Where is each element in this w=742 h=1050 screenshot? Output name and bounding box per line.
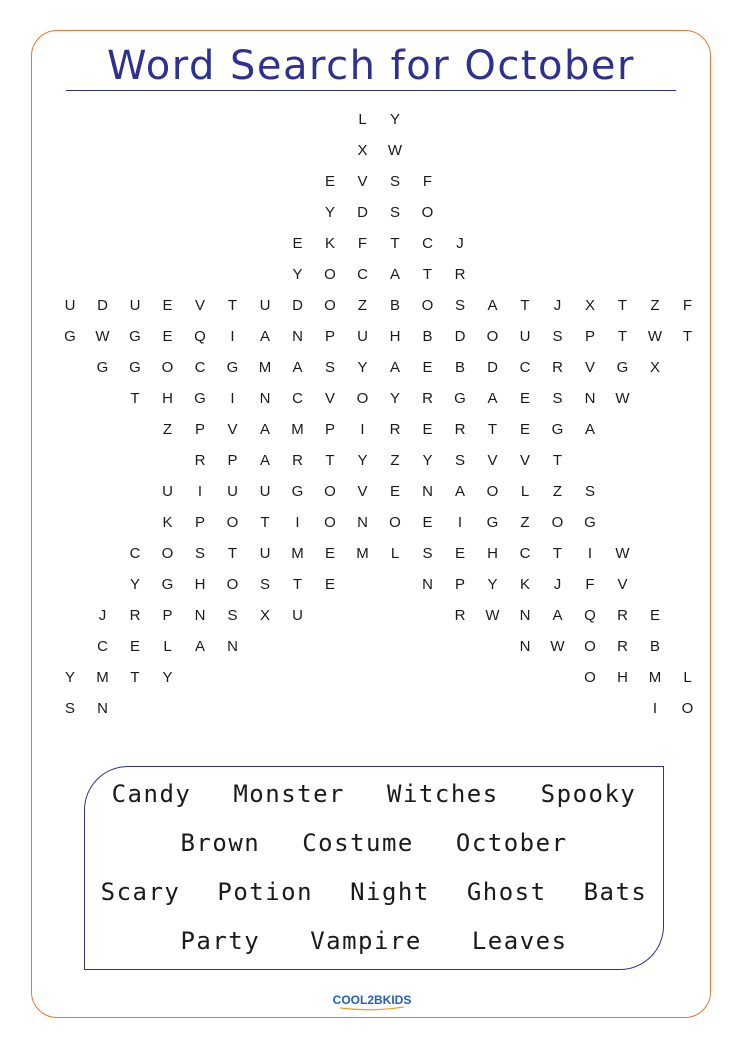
grid-letter: A xyxy=(292,359,303,376)
grid-letter: I xyxy=(230,390,235,407)
grid-letter: Y xyxy=(389,111,400,128)
grid-letter: Y xyxy=(422,452,433,469)
grid-letter: T xyxy=(520,297,530,314)
grid-letter: P xyxy=(454,576,465,593)
grid-letter: Y xyxy=(162,669,173,686)
logo-icon xyxy=(320,990,424,1012)
grid-letter: W xyxy=(485,607,500,624)
grid-letter: M xyxy=(291,545,304,562)
grid-letter: F xyxy=(585,576,595,593)
grid-letter: P xyxy=(162,607,173,624)
word-list-item: Costume xyxy=(302,829,414,857)
grid-letter: Z xyxy=(650,297,660,314)
grid-letter: I xyxy=(360,421,365,438)
word-list-item: October xyxy=(455,829,568,857)
grid-letter: G xyxy=(96,359,109,376)
grid-letter: T xyxy=(682,328,693,345)
grid-letter: C xyxy=(129,545,141,562)
grid-letter: N xyxy=(194,607,206,624)
grid-letter: A xyxy=(584,421,595,438)
grid-letter: D xyxy=(97,297,108,314)
grid-letter: V xyxy=(519,452,530,469)
grid-letter: A xyxy=(389,266,400,283)
grid-letter: P xyxy=(584,328,595,345)
grid-letter: W xyxy=(615,390,630,407)
grid-letter: O xyxy=(486,328,499,345)
word-list-row xyxy=(84,923,664,959)
grid-letter: G xyxy=(551,421,564,438)
grid-letter: T xyxy=(227,297,238,314)
grid-letter: D xyxy=(487,359,498,376)
grid-letter: O xyxy=(584,669,596,686)
grid-letter: I xyxy=(230,328,235,345)
grid-letter: N xyxy=(357,514,368,531)
grid-letter: N xyxy=(422,576,433,593)
grid-letter: G xyxy=(454,390,466,407)
word-list-item: Scary xyxy=(100,878,181,906)
grid-letter: C xyxy=(194,359,206,376)
grid-letter: S xyxy=(64,700,75,717)
grid-letter: T xyxy=(617,328,628,345)
grid-letter: O xyxy=(226,514,239,531)
grid-letter: C xyxy=(357,266,368,283)
grid-letter: S xyxy=(422,545,433,562)
grid-letter: E xyxy=(162,297,173,314)
grid-letter: R xyxy=(422,390,433,407)
grid-letter: O xyxy=(161,359,174,376)
grid-letter: U xyxy=(357,328,368,345)
grid-letter: T xyxy=(325,452,335,469)
word-list-item: Bats xyxy=(583,878,648,906)
grid-letter: A xyxy=(389,359,400,376)
grid-letter: X xyxy=(357,142,368,159)
grid-letter: G xyxy=(161,576,174,593)
grid-letter: B xyxy=(649,638,660,655)
grid-letter: H xyxy=(389,328,401,345)
grid-letter: T xyxy=(552,545,563,562)
grid-letter: E xyxy=(454,545,465,562)
grid-letter: Y xyxy=(64,669,75,686)
grid-letter: E xyxy=(162,328,173,345)
grid-letter: E xyxy=(129,638,140,655)
grid-letter: A xyxy=(552,607,563,624)
grid-letter: U xyxy=(129,297,141,314)
grid-letter: K xyxy=(162,514,173,531)
grid-letter: T xyxy=(390,235,400,252)
grid-letter: H xyxy=(487,545,498,562)
grid-letter: A xyxy=(454,483,465,500)
grid-letter: I xyxy=(652,700,658,717)
grid-letter: Y xyxy=(389,390,400,407)
grid-letter: R xyxy=(454,607,466,624)
grid-letter: F xyxy=(682,297,693,314)
grid-letter: X xyxy=(649,359,660,376)
grid-letter: S xyxy=(454,297,465,314)
grid-letter: U xyxy=(519,328,531,345)
grid-letter: V xyxy=(194,297,205,314)
grid-letter: U xyxy=(259,483,271,500)
grid-letter: R xyxy=(552,359,563,376)
grid-letter: T xyxy=(292,576,303,593)
grid-letter: I xyxy=(457,514,463,531)
grid-letter: L xyxy=(163,638,172,655)
grid-letter: S xyxy=(552,390,563,407)
grid-letter: Z xyxy=(357,297,368,314)
grid-letter: O xyxy=(551,514,564,531)
grid-letter: A xyxy=(487,297,498,314)
grid-letter: T xyxy=(552,452,563,469)
grid-letter: Z xyxy=(552,483,563,500)
grid-letter: G xyxy=(64,328,76,345)
grid-letter: B xyxy=(389,297,400,314)
grid-letter: V xyxy=(487,452,498,469)
grid-letter: G xyxy=(486,514,499,531)
cool2bkids-logo xyxy=(320,990,424,1012)
grid-letter: L xyxy=(358,111,367,128)
grid-letter: Y xyxy=(292,266,303,283)
grid-letter: E xyxy=(519,390,530,407)
grid-letter: R xyxy=(617,607,628,624)
grid-letter: Y xyxy=(129,576,140,593)
grid-letter: A xyxy=(487,390,498,407)
grid-letter: U xyxy=(259,545,271,562)
grid-letter: A xyxy=(259,421,270,438)
grid-letter: C xyxy=(519,359,531,376)
word-list-item: Candy xyxy=(111,780,192,808)
grid-letter: S xyxy=(259,576,270,593)
grid-letter: M xyxy=(96,669,109,686)
grid-letter: T xyxy=(260,514,270,531)
grid-letter: Y xyxy=(357,452,368,469)
word-list-item: Leaves xyxy=(471,927,568,955)
grid-letter: O xyxy=(324,297,336,314)
grid-letter: Y xyxy=(324,204,335,221)
grid-letter: R xyxy=(389,421,401,438)
grid-letter: Q xyxy=(194,328,206,345)
grid-letter: O xyxy=(486,483,499,500)
grid-letter: N xyxy=(97,700,108,717)
grid-letter: L xyxy=(390,545,400,562)
grid-letter: T xyxy=(487,421,498,438)
grid-letter: V xyxy=(584,359,595,376)
grid-letter: W xyxy=(647,328,663,345)
grid-letter: E xyxy=(292,235,303,252)
grid-letter: P xyxy=(194,514,205,531)
grid-letter: N xyxy=(227,638,238,655)
grid-letter: U xyxy=(292,607,303,624)
grid-letter: S xyxy=(389,204,400,221)
grid-letter: G xyxy=(226,359,239,376)
grid-letter: W xyxy=(387,142,403,159)
grid-letter: V xyxy=(357,483,368,500)
grid-letter: H xyxy=(617,669,628,686)
grid-letter: Z xyxy=(162,421,173,438)
grid-letter: L xyxy=(520,483,530,500)
grid-letter: O xyxy=(356,390,369,407)
grid-letter: O xyxy=(161,545,174,562)
grid-letter: O xyxy=(584,638,596,655)
grid-letter: V xyxy=(357,173,368,190)
grid-letter: V xyxy=(324,390,335,407)
grid-letter: C xyxy=(519,545,531,562)
grid-letter: G xyxy=(291,483,304,500)
grid-letter: P xyxy=(227,452,238,469)
grid-letter: R xyxy=(194,452,206,469)
grid-letter: D xyxy=(454,328,466,345)
grid-letter: R xyxy=(129,607,141,624)
grid-letter: R xyxy=(292,452,303,469)
grid-letter: K xyxy=(519,576,530,593)
grid-letter: Y xyxy=(487,576,498,593)
grid-letter: U xyxy=(162,483,173,500)
grid-letter: R xyxy=(454,266,466,283)
grid-letter: E xyxy=(422,359,433,376)
grid-letter: S xyxy=(584,483,595,500)
grid-letter: T xyxy=(422,266,433,283)
grid-letter: M xyxy=(648,669,662,686)
word-list-item: Brown xyxy=(180,829,261,857)
grid-letter: K xyxy=(324,235,335,252)
grid-letter: S xyxy=(324,359,335,376)
grid-letter: J xyxy=(553,576,562,593)
word-list-item: Vampire xyxy=(310,927,422,955)
grid-letter: S xyxy=(454,452,465,469)
grid-letter: C xyxy=(292,390,303,407)
grid-letter: E xyxy=(422,514,433,531)
grid-letter: F xyxy=(422,173,433,190)
grid-letter: E xyxy=(324,173,335,190)
grid-letter: E xyxy=(649,607,660,624)
grid-letter: X xyxy=(259,607,270,624)
grid-letter: V xyxy=(617,576,628,593)
grid-letter: L xyxy=(683,669,692,686)
grid-letter: B xyxy=(454,359,465,376)
grid-letter: G xyxy=(129,359,141,376)
grid-letter: C xyxy=(97,638,108,655)
grid-letter: E xyxy=(324,545,335,562)
grid-letter: T xyxy=(130,669,140,686)
grid-letter: N xyxy=(292,328,303,345)
grid-letter: S xyxy=(552,328,563,345)
word-list-row xyxy=(84,825,664,861)
grid-letter: X xyxy=(584,297,595,314)
grid-letter: J xyxy=(98,607,107,624)
grid-letter: O xyxy=(324,483,336,500)
grid-letter: W xyxy=(95,328,110,345)
word-list-item: Party xyxy=(180,927,261,955)
grid-letter: U xyxy=(227,483,238,500)
svg-text:COOL2BKIDS: COOL2BKIDS xyxy=(332,993,412,1007)
word-list-item: Night xyxy=(350,878,430,906)
grid-letter: O xyxy=(681,700,694,717)
word-list-item: Potion xyxy=(217,878,314,906)
grid-letter: B xyxy=(422,328,433,345)
grid-letter: N xyxy=(519,607,531,624)
grid-letter: S xyxy=(389,173,400,190)
grid-letter: O xyxy=(421,204,434,221)
grid-letter: A xyxy=(259,452,270,469)
grid-letter: R xyxy=(617,638,628,655)
grid-letter: R xyxy=(454,421,466,438)
grid-letter: H xyxy=(162,390,173,407)
grid-letter: D xyxy=(292,297,303,314)
grid-letter: N xyxy=(259,390,271,407)
grid-letter: H xyxy=(194,576,206,593)
word-list-item: Witches xyxy=(387,780,499,808)
grid-letter: P xyxy=(324,421,335,438)
grid-letter: T xyxy=(227,545,238,562)
grid-letter: W xyxy=(550,638,565,655)
grid-letter: P xyxy=(194,421,205,438)
grid-letter: G xyxy=(194,390,206,407)
grid-letter: F xyxy=(357,235,368,252)
grid-letter: O xyxy=(389,514,401,531)
grid-letter: J xyxy=(553,297,562,314)
grid-letter: J xyxy=(456,235,464,252)
grid-letter: T xyxy=(130,390,140,407)
grid-letter: G xyxy=(129,328,141,345)
grid-letter: I xyxy=(295,514,300,531)
grid-letter: C xyxy=(422,235,433,252)
word-list-item: Spooky xyxy=(540,780,637,808)
grid-letter: N xyxy=(519,638,531,655)
grid-letter: I xyxy=(587,545,593,562)
grid-letter: U xyxy=(259,297,271,314)
grid-letter: V xyxy=(227,421,238,438)
grid-letter: Y xyxy=(357,359,368,376)
grid-letter: W xyxy=(615,545,630,562)
word-list-item: Ghost xyxy=(466,878,547,906)
grid-letter: D xyxy=(357,204,368,221)
word-list-row xyxy=(84,874,664,910)
grid-letter: N xyxy=(422,483,433,500)
grid-letter: E xyxy=(324,576,335,593)
grid-letter: O xyxy=(421,297,434,314)
grid-letter: G xyxy=(616,359,629,376)
grid-letter: T xyxy=(617,297,628,314)
grid-letter: M xyxy=(258,359,272,376)
grid-letter: Z xyxy=(390,452,400,469)
grid-letter: E xyxy=(389,483,400,500)
grid-letter: O xyxy=(324,514,336,531)
grid-letter: P xyxy=(324,328,335,345)
grid-letter: Z xyxy=(520,514,530,531)
grid-letter: A xyxy=(194,638,205,655)
page-title: Word Search for October xyxy=(107,43,635,89)
grid-letter: O xyxy=(226,576,239,593)
word-list-item: Monster xyxy=(233,780,346,808)
grid-letter: I xyxy=(197,483,203,500)
grid-letter: O xyxy=(324,266,336,283)
grid-letter: N xyxy=(584,390,596,407)
grid-letter: Q xyxy=(584,607,596,624)
word-list-row xyxy=(84,776,664,812)
grid-letter: U xyxy=(64,297,76,314)
grid-letter: E xyxy=(519,421,530,438)
grid-letter: S xyxy=(227,607,238,624)
grid-letter: S xyxy=(194,545,205,562)
grid-letter: E xyxy=(422,421,433,438)
grid-letter: G xyxy=(584,514,596,531)
grid-letter: M xyxy=(356,545,369,562)
grid-letter: M xyxy=(291,421,304,438)
grid-letter: A xyxy=(259,328,270,345)
